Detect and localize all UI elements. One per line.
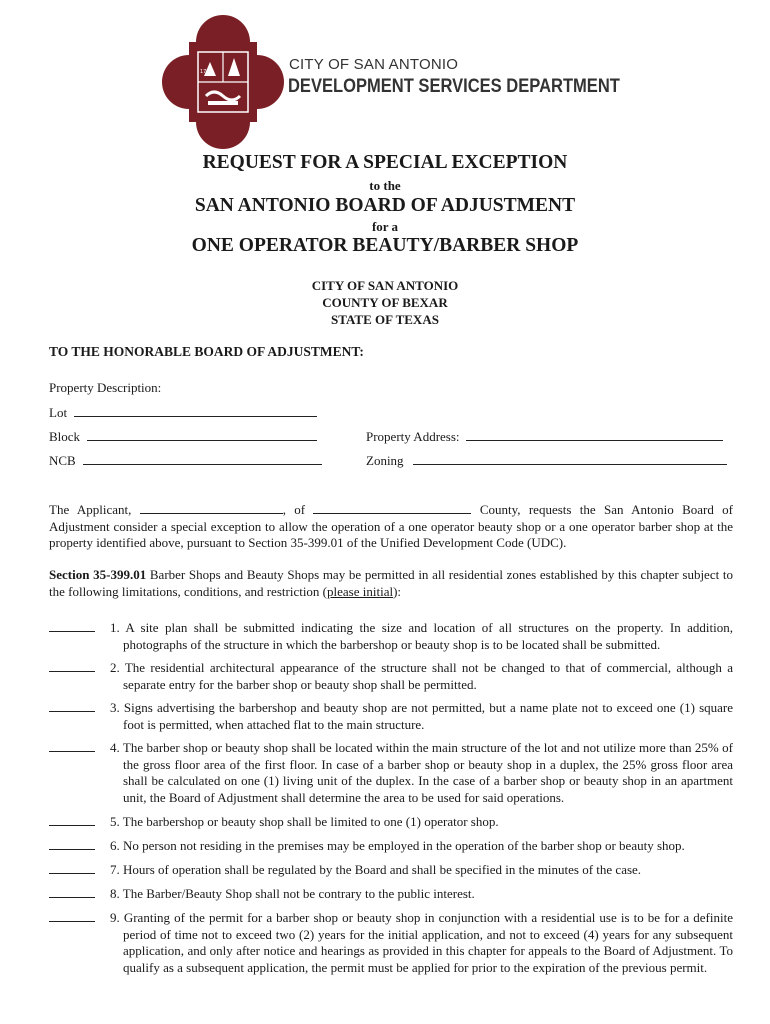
condition-text-2: 2. The residential architectural appearance of the structure shall not be changed to that of commercial, although a separate entry for the barber shop or beauty shop shall be permitted.: [110, 660, 733, 692]
jurisdiction-city: CITY OF SAN ANTONIO: [311, 278, 459, 293]
condition-item: [49, 700, 733, 733]
initial-input-1[interactable]: [49, 620, 95, 632]
title-shop-type: ONE OPERATOR BEAUTY/BARBER SHOP: [191, 235, 579, 256]
title-to-the: to the: [369, 178, 401, 193]
property-address-input[interactable]: [466, 428, 723, 441]
condition-item: [49, 862, 733, 879]
applicant-name-input[interactable]: [140, 501, 283, 514]
logo-department-name: DEVELOPMENT SERVICES DEPARTMENT: [288, 76, 620, 97]
condition-text-8: 8. The Barber/Beauty Shop shall not be contrary to the public interest.: [110, 886, 475, 901]
zoning-label: Zoning: [366, 453, 404, 468]
condition-item: [49, 910, 733, 976]
title-for-a: for a: [371, 219, 399, 234]
condition-text-9: 9. Granting of the permit for a barber shop or beauty shop in conjunction with a residential use is to be for a definite period of time not to exceed two (2) years for the initial application, and not to exceed (4) years for any subsequent application, and only after notice and hearings as provided in this chapter for appeals to the Board of Adjustment. To qualify as a subsequent application, the permit must be applied for prior to the expiration of the previous permit.: [110, 910, 733, 975]
initial-input-2[interactable]: [49, 660, 95, 672]
applicant-text-rest: County, requests the San Antonio Board of Adjustment consider a special exception to allow the operation of a one operator beauty shop or a one operator barber shop at the property identified above, pursuant to Section 35-399.01 of the Unified Development Code (UDC).: [49, 502, 734, 550]
block-label: Block: [49, 429, 81, 444]
condition-item: [49, 886, 733, 903]
city-seal-icon: [162, 14, 284, 150]
title-request: REQUEST FOR A SPECIAL EXCEPTION: [202, 152, 568, 173]
condition-text-7: 7. Hours of operation shall be regulated by the Board and shall be specified in the minutes of the case.: [110, 862, 642, 877]
property-description-label: Property Description:: [49, 380, 162, 395]
property-address-field: [366, 428, 723, 445]
block-input[interactable]: [87, 428, 317, 441]
jurisdiction-block: [0, 277, 770, 328]
initial-input-6[interactable]: [49, 838, 95, 850]
jurisdiction-state: STATE OF TEXAS: [331, 312, 439, 327]
condition-text-6: 6. No person not residing in the premises may be employed in the operation of the barber shop or beauty shop.: [110, 838, 685, 853]
section-label: Section 35-399.01: [49, 567, 147, 582]
lot-label: Lot: [49, 405, 68, 420]
initial-input-7[interactable]: [49, 862, 95, 874]
condition-item: [49, 660, 733, 693]
zoning-field: [366, 452, 727, 469]
initial-input-4[interactable]: [49, 740, 95, 752]
county-input[interactable]: [313, 501, 471, 514]
initial-input-5[interactable]: [49, 814, 95, 826]
title-board: SAN ANTONIO BOARD OF ADJUSTMENT: [194, 195, 576, 216]
condition-item: [49, 740, 733, 806]
condition-text-3: 3. Signs advertising the barbershop and beauty shop are not permitted, but a name plate not to exceed one (1) square foot is permitted, when attached flat to the main structure.: [110, 700, 733, 732]
department-logo: [152, 14, 620, 150]
initial-input-9[interactable]: [49, 910, 95, 922]
jurisdiction-county: COUNTY OF BEXAR: [322, 295, 448, 310]
condition-text-5: 5. The barbershop or beauty shop shall be limited to one (1) operator shop.: [110, 814, 499, 829]
lot-field: [49, 404, 317, 421]
section-paragraph: [49, 567, 733, 600]
please-initial-text: please initial: [327, 583, 394, 599]
condition-text-1: 1. A site plan shall be submitted indicating the size and location of all structures on the property. In addition, photographs of the structure in which the barbershop or beauty shop is to be located shall be submitted.: [110, 620, 733, 652]
applicant-text-start: The Applicant,: [49, 502, 132, 517]
section-text: Barber Shops and Beauty Shops may be permitted in all residential zones established by this chapter subject to the following limitations, conditions, and restriction (: [49, 567, 734, 599]
salutation: TO THE HONORABLE BOARD OF ADJUSTMENT:: [49, 344, 364, 359]
lot-input[interactable]: [74, 404, 317, 417]
zoning-input[interactable]: [413, 452, 727, 465]
condition-text-4: 4. The barber shop or beauty shop shall be located within the main structure of the lot and not utilize more than 25% of the gross floor area of the first floor. In case of a barber shop or beauty shop in a duplex, the 25% gross floor area shall be calculated on one (1) living unit of the duplex. In the case of a barber shop or beauty shop in an apartment unit, the Board of Adjustment shall determine the area to be used for said operations.: [110, 740, 733, 805]
block-field: [49, 428, 317, 445]
ncb-input[interactable]: [83, 452, 322, 465]
section-close: ):: [393, 583, 402, 599]
condition-item: [49, 620, 733, 653]
applicant-paragraph: [49, 501, 733, 552]
condition-item: [49, 814, 733, 831]
ncb-field: [49, 452, 322, 469]
initial-input-8[interactable]: [49, 886, 95, 898]
condition-item: [49, 838, 733, 855]
ncb-label: NCB: [49, 453, 76, 468]
seal-year: 1718: [200, 69, 213, 75]
property-address-label: Property Address:: [366, 429, 460, 444]
applicant-text-of: , of: [282, 502, 306, 517]
initial-input-3[interactable]: [49, 700, 95, 712]
logo-city-name: CITY OF SAN ANTONIO: [289, 56, 459, 73]
